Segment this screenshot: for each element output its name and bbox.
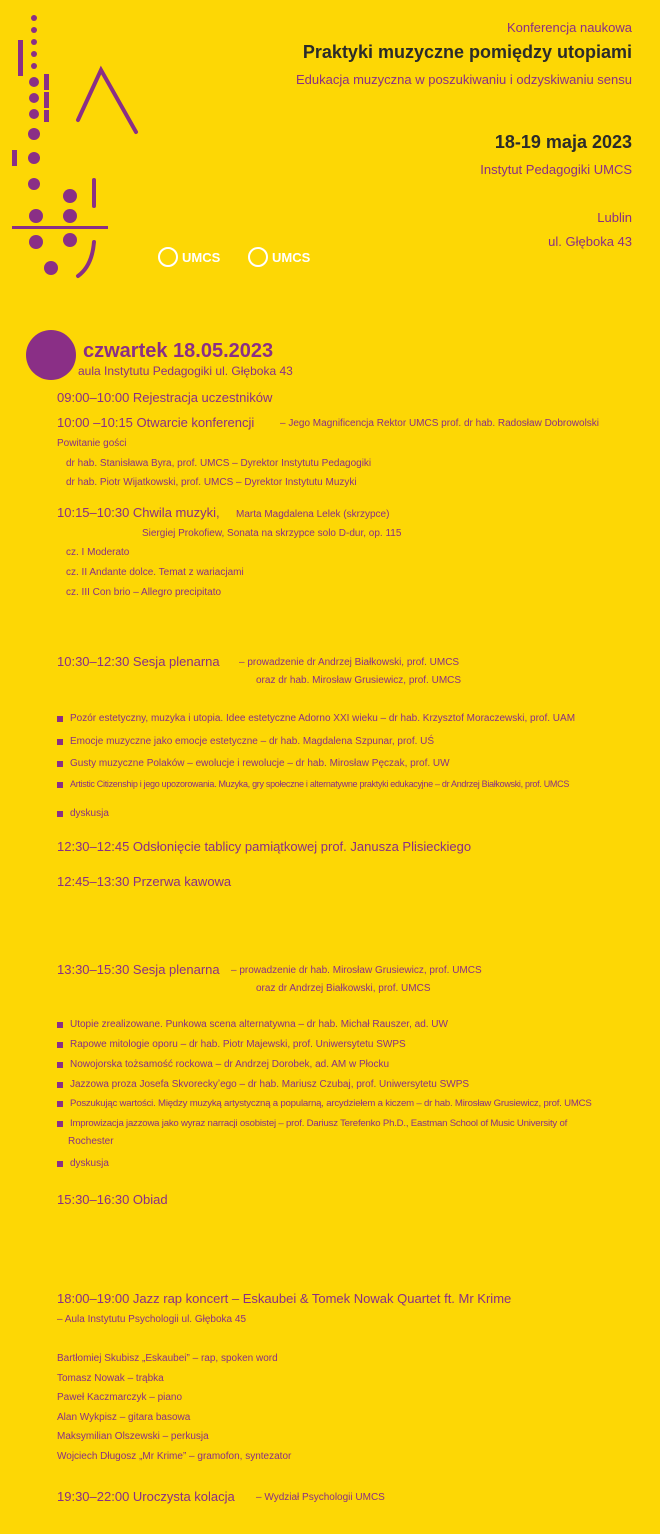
conference-dates: 18-19 maja 2023 [494,132,632,152]
plenary2-talk: Improwizacja jazzowa jako wyraz narracji osobistej – prof. Dariusz Terefenko Ph.D., Eastman School of Music University of [70,1118,568,1129]
bullet-icon [57,1161,63,1167]
plenary1-entry: 10:30–12:30 Sesja plenarna [57,654,220,669]
saxophone-graphic-icon [8,10,143,282]
bullet-icon [57,739,63,745]
conference-street: ul. Głęboka 43 [548,234,632,249]
music-part: cz. I Moderato [66,547,130,558]
conference-institute: Instytut Pedagogiki UMCS [480,162,632,177]
band-member: Alan Wykpisz – gitara basowa [57,1412,191,1423]
umcs-seal-icon [158,247,178,267]
bullet-icon [57,1082,63,1088]
music-piece: Siergiej Prokofiew, Sonata na skrzypce solo D-dur, op. 115 [142,528,402,539]
welcome-guest-1: dr hab. Stanisława Byra, prof. UMCS – Dyrektor Instytutu Pedagogiki [66,458,372,469]
plenary2-discussion: dyskusja [70,1158,109,1169]
dinner-venue: – Wydział Psychologii UMCS [256,1492,385,1503]
registration-entry: 09:00–10:00 Rejestracja uczestników [57,390,273,405]
welcome-guest-2: dr hab. Piotr Wijatkowski, prof. UMCS – Dyrektor Instytutu Muzyki [66,477,357,488]
umcs-logo-text: UMCS [182,249,221,265]
day-title: czwartek 18.05.2023 [83,340,274,362]
plaque-entry: 12:30–12:45 Odsłonięcie tablicy pamiątkowej prof. Janusza Plisieckiego [57,839,472,854]
bullet-icon [57,782,63,788]
plenary1-chair-1: – prowadzenie dr Andrzej Białkowski, prof. UMCS [239,657,460,668]
conference-subtitle: Edukacja muzyczna w poszukiwaniu i odzyskiwaniu sensu [296,72,632,87]
plenary2-talk-continuation: Rochester [68,1136,114,1147]
music-part: cz. II Andante dolce. Temat z wariacjami [66,567,244,578]
plenary1-chair-2: oraz dr hab. Mirosław Grusiewicz, prof. UMCS [256,675,462,686]
band-member: Paweł Kaczmarczyk – piano [57,1392,183,1403]
dinner-entry: 19:30–22:00 Uroczysta kolacja [57,1489,235,1504]
coffee-entry: 12:45–13:30 Przerwa kawowa [57,874,232,889]
bullet-icon [57,1121,63,1127]
plenary2-talk: Jazzowa proza Josefa Skvoreckyʼego – dr hab. Mariusz Czubaj, prof. Uniwersytetu SWPS [70,1079,470,1090]
bullet-icon [57,1101,63,1107]
bullet-icon [57,811,63,817]
plenary2-chair-1: – prowadzenie dr hab. Mirosław Grusiewicz, prof. UMCS [231,965,482,976]
lunch-entry: 15:30–16:30 Obiad [57,1192,168,1207]
music-part: cz. III Con brio – Allegro precipitato [66,587,222,598]
plenary2-talk: Poszukując wartości. Między muzyką artystyczną a popularną, arcydziełem a kiczem – dr hab. Mirosław Grusiewicz, prof. UMCS [70,1098,592,1109]
conference-kicker: Konferencja naukowa [506,20,632,35]
umcs-logo-2 [248,247,310,267]
plenary1-talk: Artistic Citizenship i jego upozorowania. Muzyka, gry społeczne i alternatywne praktyki edukacyjne – dr Andrzej Białkowski, prof. UMCS [70,779,570,789]
concert-venue: – Aula Instytutu Psychologii ul. Głęboka 45 [57,1314,247,1325]
plenary2-talk: Rapowe mitologie oporu – dr hab. Piotr Majewski, prof. Uniwersytetu SWPS [70,1039,406,1050]
conference-city: Lublin [597,210,632,225]
concert-entry: 18:00–19:00 Jazz rap koncert – Eskaubei & Tomek Nowak Quartet ft. Mr Krime [57,1291,512,1306]
umcs-seal-icon [248,247,268,267]
conference-title: Praktyki muzyczne pomiędzy utopiami [302,42,632,62]
opening-entry: 10:00 –10:15 Otwarcie konferencji [57,415,255,430]
plenary1-talk: Pozór estetyczny, muzyka i utopia. Idee estetyczne Adorno XXI wieku – dr hab. Krzysztof Moraczewski, prof. UAM [70,713,576,724]
umcs-logo-text: UMCS [272,249,311,265]
band-member: Maksymilian Olszewski – perkusja [57,1431,209,1442]
band-member: Bartłomiej Skubisz „Eskaubei” – rap, spoken word [57,1353,278,1364]
plenary1-talk: Emocje muzyczne jako emocje estetyczne – dr hab. Magdalena Szpunar, prof. UŚ [70,736,435,747]
band-member: Wojciech Długosz „Mr Krime” – gramofon, syntezator [57,1451,292,1462]
music-entry: 10:15–10:30 Chwila muzyki, [57,505,220,520]
bullet-icon [57,1022,63,1028]
band-member: Tomasz Nowak – trąbka [57,1373,164,1384]
plenary2-talk: Utopie zrealizowane. Punkowa scena alternatywna – dr hab. Michał Rauszer, ad. UW [70,1019,448,1030]
plenary1-discussion: dyskusja [70,808,109,819]
opening-details: – Jego Magnificencja Rektor UMCS prof. dr hab. Radosław Dobrowolski [280,418,600,429]
welcome-heading: Powitanie gości [57,438,127,449]
music-performer: Marta Magdalena Lelek (skrzypce) [236,509,390,520]
plenary2-talk: Nowojorska tożsamość rockowa – dr Andrzej Dorobek, ad. AM w Płocku [70,1059,390,1070]
plenary1-talk: Gusty muzyczne Polaków – ewolucje i rewolucje – dr hab. Mirosław Pęczak, prof. UW [70,758,450,769]
bullet-icon [57,1042,63,1048]
day-venue: aula Instytutu Pedagogiki ul. Głęboka 43 [78,364,293,378]
plenary2-entry: 13:30–15:30 Sesja plenarna [57,962,220,977]
bullet-icon [57,761,63,767]
bullet-icon [57,716,63,722]
plenary2-chair-2: oraz dr Andrzej Białkowski, prof. UMCS [256,983,431,994]
day-circle-icon [26,330,76,380]
umcs-logo-1 [158,247,220,267]
bullet-icon [57,1062,63,1068]
